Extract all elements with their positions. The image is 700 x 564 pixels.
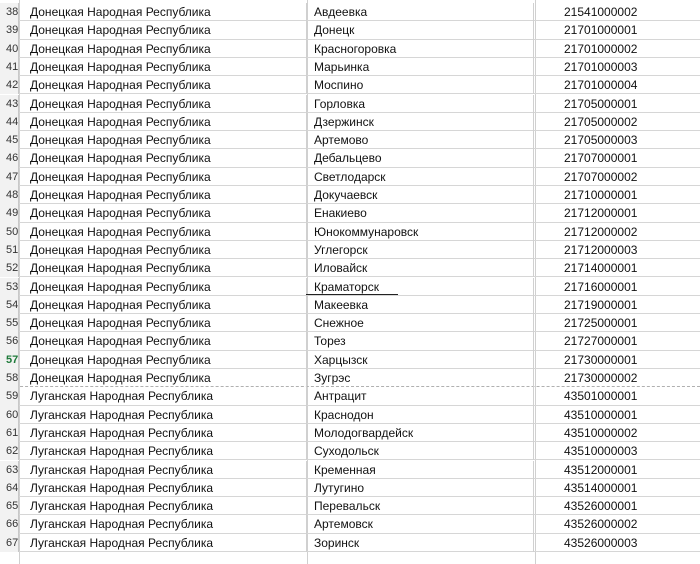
cell-region[interactable]: Донецкая Народная Республика [30,332,307,350]
table-row[interactable] [0,58,700,76]
cell-region[interactable]: Луганская Народная Республика [30,442,307,460]
cell-city[interactable]: Зоринск [308,534,534,552]
cell-region[interactable]: Донецкая Народная Республика [30,314,307,332]
cell-city[interactable]: Антрацит [308,387,534,405]
table-row[interactable] [0,113,700,131]
table-row[interactable] [0,204,700,222]
table-row[interactable] [0,259,700,277]
row-number[interactable]: 55 [0,314,19,332]
row-number[interactable]: 41 [0,58,19,76]
cell-city[interactable]: Енакиево [308,204,534,222]
row-number[interactable]: 38 [0,3,19,21]
cell-city[interactable]: Дзержинск [308,113,534,131]
cell-city[interactable]: Докучаевск [308,186,534,204]
row-number[interactable]: 58 [0,369,19,387]
table-row[interactable] [0,442,700,460]
cell-code[interactable]: 43512000001 [564,462,638,477]
cell-region[interactable]: Донецкая Народная Республика [30,40,307,58]
cell-region[interactable]: Донецкая Народная Республика [30,186,307,204]
cell-code[interactable]: 21712000003 [564,242,638,257]
cell-code[interactable]: 43514000001 [564,480,638,495]
cell-region[interactable]: Донецкая Народная Республика [30,58,307,76]
table-row[interactable] [0,95,700,113]
cell-city[interactable]: Углегорск [308,241,534,259]
row-number[interactable]: 51 [0,241,19,259]
row-number[interactable]: 46 [0,149,19,167]
table-row[interactable] [0,479,700,497]
table-row[interactable] [0,461,700,479]
cell-city[interactable]: Артемовск [308,515,534,533]
row-number[interactable]: 61 [0,424,19,442]
cell-code[interactable]: 21541000002 [564,5,638,19]
cell-region[interactable]: Донецкая Народная Республика [30,351,307,369]
table-row[interactable] [0,3,700,21]
cell-region[interactable]: Донецкая Народная Республика [30,149,307,167]
cell-region[interactable]: Донецкая Народная Республика [30,21,307,39]
cell-code[interactable]: 43501000001 [564,389,638,404]
table-row[interactable] [0,332,700,350]
row-number[interactable]: 45 [0,131,19,149]
cell-region[interactable]: Луганская Народная Республика [30,515,307,533]
row-number[interactable]: 62 [0,442,19,460]
row-number[interactable]: 57 [0,351,19,369]
cell-city[interactable]: Красногоровка [308,40,534,58]
cell-city[interactable]: Артемово [308,131,534,149]
table-row[interactable] [0,534,700,552]
row-number[interactable]: 53 [0,278,19,296]
cell-region[interactable]: Донецкая Народная Республика [30,95,307,113]
cell-code[interactable]: 21710000001 [564,188,638,202]
row-number[interactable]: 39 [0,21,19,39]
cell-code[interactable]: 21701000002 [564,41,638,56]
cell-city[interactable]: Зугрэс [308,369,534,387]
cell-region[interactable]: Луганская Народная Республика [30,387,307,405]
cell-city[interactable]: Лутугино [308,479,534,497]
cell-code[interactable]: 21712000002 [564,224,638,239]
cell-region[interactable]: Донецкая Народная Республика [30,3,307,21]
row-number[interactable]: 49 [0,204,19,222]
cell-code[interactable]: 21725000001 [564,316,638,331]
cell-city[interactable]: Харцызск [308,351,534,369]
cell-code[interactable]: 43526000002 [564,517,638,532]
cell-code[interactable]: 21707000002 [564,169,638,184]
cell-city[interactable]: Иловайск [308,259,534,277]
row-number[interactable]: 40 [0,40,19,58]
row-number[interactable]: 47 [0,168,19,186]
cell-code[interactable]: 43526000001 [564,499,638,514]
cell-code[interactable]: 21701000001 [564,23,638,38]
table-row[interactable] [0,424,700,442]
cell-city[interactable]: Юнокоммунаровск [308,223,534,241]
cell-code[interactable]: 21701000003 [564,59,638,74]
cell-city[interactable]: Краснодон [308,406,534,424]
pen-underline-mark [306,294,398,295]
row-number[interactable]: 63 [0,461,19,479]
cell-code[interactable]: 43510000003 [564,444,638,459]
table-row[interactable] [0,296,700,314]
cell-code[interactable]: 43510000001 [564,407,638,422]
cell-region[interactable]: Луганская Народная Республика [30,534,307,552]
table-row[interactable] [0,515,700,533]
row-number[interactable]: 54 [0,296,19,314]
cell-region[interactable]: Донецкая Народная Республика [30,296,307,314]
cell-region[interactable]: Луганская Народная Республика [30,424,307,442]
cell-code[interactable]: 21730000001 [564,352,638,367]
row-number[interactable]: 67 [0,534,19,552]
table-row[interactable] [0,387,700,405]
cell-region[interactable]: Донецкая Народная Республика [30,241,307,259]
table-row[interactable] [0,351,700,369]
cell-code[interactable]: 21701000004 [564,78,638,93]
cell-code[interactable]: 21719000001 [564,297,638,312]
table-row[interactable] [0,131,700,149]
cell-region[interactable]: Луганская Народная Республика [30,406,307,424]
table-row[interactable] [0,223,700,241]
row-number[interactable]: 66 [0,515,19,533]
cell-code[interactable]: 21712000001 [564,206,638,221]
cell-region[interactable]: Луганская Народная Республика [30,497,307,515]
cell-city[interactable]: Дебальцево [308,149,534,167]
cell-code[interactable]: 21705000003 [564,133,638,148]
table-row[interactable] [0,21,700,39]
row-number[interactable]: 43 [0,95,19,113]
row-number[interactable]: 50 [0,223,19,241]
cell-code[interactable]: 21730000002 [564,371,638,385]
table-row[interactable] [0,40,700,58]
cell-region[interactable]: Луганская Народная Республика [30,461,307,479]
table-row[interactable] [0,149,700,167]
row-number[interactable]: 44 [0,113,19,131]
cell-code[interactable]: 21716000001 [564,279,638,294]
cell-region[interactable]: Донецкая Народная Республика [30,369,307,387]
cell-city[interactable]: Молодогвардейск [308,424,534,442]
cell-city[interactable]: Макеевка [308,296,534,314]
cell-city[interactable]: Марьинка [308,58,534,76]
cell-code[interactable]: 21714000001 [564,261,638,276]
cell-code[interactable]: 21705000002 [564,114,638,129]
row-number[interactable]: 48 [0,186,19,204]
table-row[interactable] [0,186,700,204]
row-number[interactable]: 52 [0,259,19,277]
table-row[interactable] [0,241,700,259]
table-row[interactable] [0,314,700,332]
cell-city[interactable]: Суходольск [308,442,534,460]
cell-region[interactable]: Донецкая Народная Республика [30,131,307,149]
cell-region[interactable]: Донецкая Народная Республика [30,223,307,241]
cell-city[interactable]: Перевальск [308,497,534,515]
cell-city[interactable]: Донецк [308,21,534,39]
row-number[interactable]: 56 [0,332,19,350]
cell-region[interactable]: Донецкая Народная Республика [30,76,307,94]
cell-city[interactable]: Снежное [308,314,534,332]
cell-region[interactable]: Донецкая Народная Республика [30,113,307,131]
cell-code[interactable]: 21707000001 [564,151,638,166]
cell-city[interactable]: Торез [308,332,534,350]
cell-code[interactable]: 43510000002 [564,425,638,440]
cell-city[interactable]: Краматорск [308,278,534,296]
cell-code[interactable]: 21727000001 [564,334,638,349]
table-row[interactable] [0,406,700,424]
row-number[interactable]: 42 [0,76,19,94]
cell-region[interactable]: Луганская Народная Республика [30,479,307,497]
table-row[interactable] [0,76,700,94]
cell-region[interactable]: Донецкая Народная Республика [30,168,307,186]
table-row[interactable] [0,497,700,515]
cell-city[interactable]: Авдеевка [308,3,534,21]
cell-city[interactable]: Моспино [308,76,534,94]
table-row[interactable] [0,369,700,387]
row-number[interactable]: 59 [0,387,19,405]
table-row[interactable] [0,168,700,186]
cell-city[interactable]: Кременная [308,461,534,479]
row-number[interactable]: 60 [0,406,19,424]
cell-code[interactable]: 43526000003 [564,535,638,550]
cell-region[interactable]: Донецкая Народная Республика [30,204,307,222]
cell-code[interactable]: 21705000001 [564,96,638,111]
cell-city[interactable]: Горловка [308,95,534,113]
cell-region[interactable]: Донецкая Народная Республика [30,278,307,296]
cell-region[interactable]: Донецкая Народная Республика [30,259,307,277]
row-number[interactable]: 64 [0,479,19,497]
cell-city[interactable]: Светлодарск [308,168,534,186]
row-number[interactable]: 65 [0,497,19,515]
